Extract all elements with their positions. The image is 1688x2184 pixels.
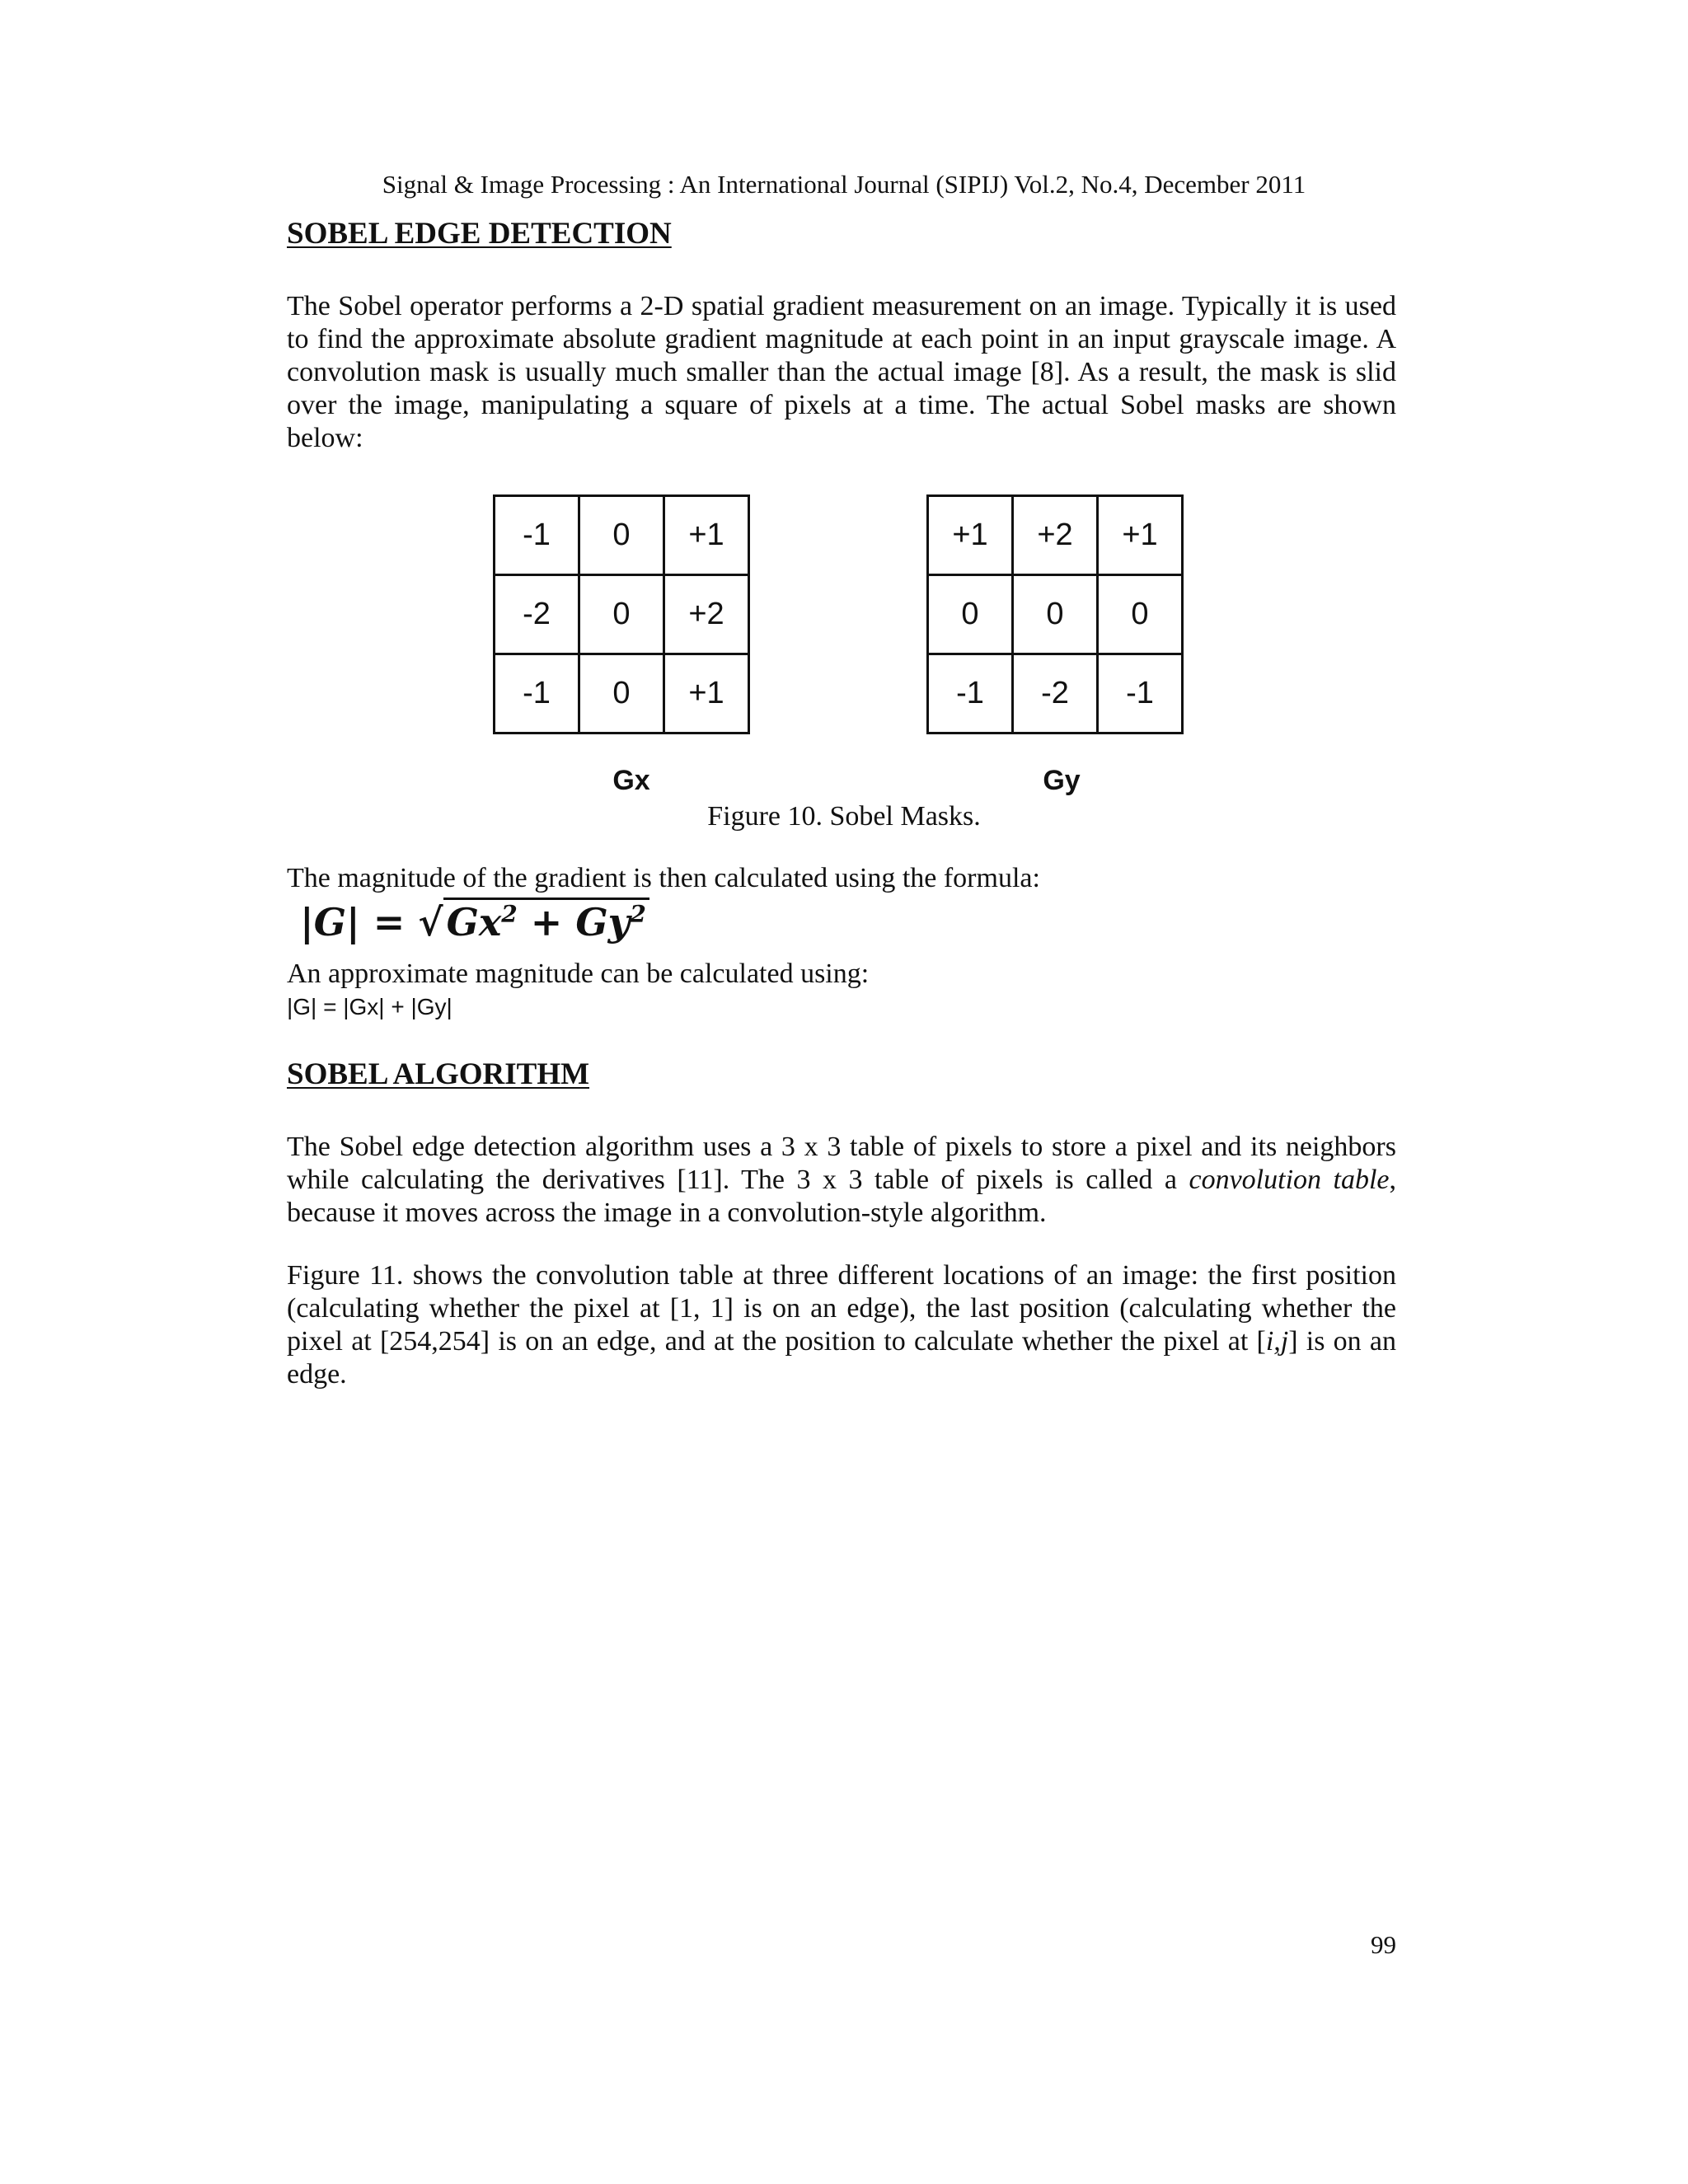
- gx-cell: 0: [579, 496, 664, 575]
- formula-lhs: |G| =: [300, 900, 419, 944]
- section-sobel-edge-detection: [287, 216, 1396, 251]
- gx-row: [495, 496, 749, 575]
- approx-magnitude-formula: |G| = |Gx| + |Gy|: [287, 994, 452, 1019]
- running-header: Signal & Image Processing : An International Journal (SIPIJ) Vol.2, No.4, December 2011: [382, 170, 1306, 199]
- formula-gy-exponent: 2: [630, 900, 646, 928]
- formula-gx-exponent: 2: [501, 900, 518, 928]
- gx-cell: -1: [495, 496, 579, 575]
- magnitude-intro: The magnitude of the gradient is then calculated using the formula:: [287, 863, 1040, 893]
- text-span: The Sobel edge detection algorithm uses a 3 x 3 table of pixels to store a pixel and its neighbors while calculating the derivatives [11]. The 3 x 3 table of pixels is called a: [287, 1132, 1396, 1195]
- gy-cell: 0: [928, 575, 1013, 654]
- section-heading-algorithm: SOBEL ALGORITHM: [287, 1057, 590, 1091]
- gy-cell: -2: [1013, 654, 1098, 733]
- page-number: 99: [1371, 1930, 1396, 1959]
- paragraph-figure-11: [287, 1259, 1396, 1391]
- figure-10-caption: Figure 10. Sobel Masks.: [707, 801, 981, 832]
- text-span: ] is on an edge.: [287, 1326, 1396, 1390]
- gy-cell: +2: [1013, 496, 1098, 575]
- sqrt-symbol: √: [418, 900, 443, 944]
- gx-cell: -2: [495, 575, 579, 654]
- gx-cell: -1: [495, 654, 579, 733]
- gy-cell: -1: [928, 654, 1013, 733]
- gx-label: Gx: [612, 765, 650, 796]
- formula-plus: +: [517, 900, 576, 944]
- section-heading-edge-detection: SOBEL EDGE DETECTION: [287, 217, 672, 251]
- text-span: , because it moves across the image in a convolution-style algorithm.: [287, 1165, 1396, 1228]
- text-span: Figure 11. shows the convolution table at three different locations of an image: the first position (calculating whether the pixel at [1, 1] is on an edge), the last position (calculating whether the pixel at [254,254] is on an edge, and at the position to calculate whether the pixel at [: [287, 1260, 1396, 1357]
- gx-row: [495, 575, 749, 654]
- formula-radicand: [443, 898, 649, 944]
- formula-gy: Gy: [575, 900, 631, 944]
- section-sobel-algorithm: [287, 1057, 1396, 1092]
- gy-row: [928, 575, 1183, 654]
- gx-cell: +1: [664, 654, 749, 733]
- gy-cell: 0: [1013, 575, 1098, 654]
- gy-cell: -1: [1098, 654, 1183, 733]
- gx-mask-table: [493, 494, 750, 734]
- paragraph-convolution-table: [287, 1131, 1396, 1230]
- gx-cell: 0: [579, 654, 664, 733]
- gx-cell: +2: [664, 575, 749, 654]
- gx-cell: 0: [579, 575, 664, 654]
- approx-magnitude-intro: An approximate magnitude can be calculated using:: [287, 958, 870, 989]
- gy-cell: +1: [928, 496, 1013, 575]
- emphasis-convolution-table: convolution table: [1189, 1165, 1390, 1195]
- figure-10-sobel-masks: [0, 494, 1688, 841]
- gy-mask-table: [926, 494, 1184, 734]
- gy-label: Gy: [1043, 765, 1081, 796]
- formula-gx: Gx: [446, 900, 502, 944]
- gy-row: [928, 654, 1183, 733]
- gy-row: [928, 496, 1183, 575]
- gy-cell: +1: [1098, 496, 1183, 575]
- emphasis-ij: i,j: [1265, 1326, 1289, 1357]
- gradient-magnitude-formula: [300, 900, 649, 944]
- gx-cell: +1: [664, 496, 749, 575]
- gy-cell: 0: [1098, 575, 1183, 654]
- paragraph-sobel-operator: The Sobel operator performs a 2-D spatial gradient measurement on an image. Typically it is used to find the approximate absolute gradient magnitude at each point in an input grayscale image. A convolution mask is usually much smaller than the actual image [8]. As a result, the mask is slid over the image, manipulating a square of pixels at a time. The actual Sobel masks are shown below:: [287, 291, 1396, 453]
- gx-row: [495, 654, 749, 733]
